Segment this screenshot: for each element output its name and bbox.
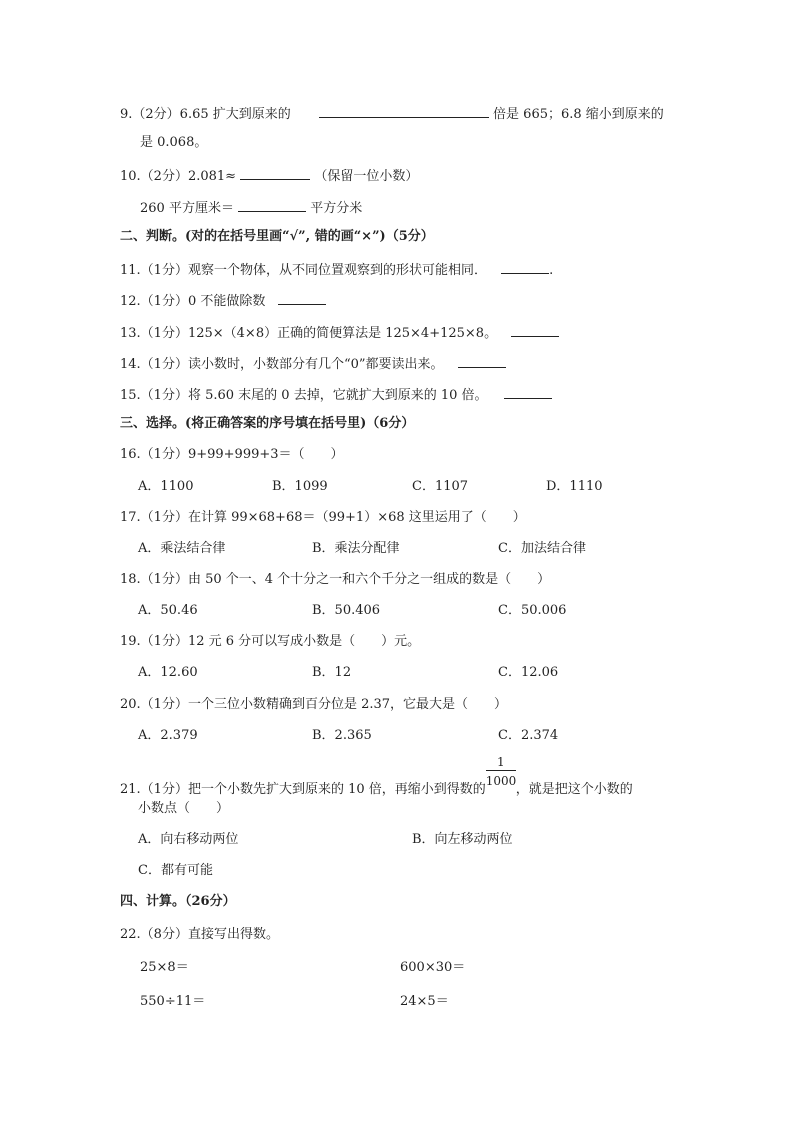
q18-option-b[interactable]: B．50.406 — [312, 603, 381, 618]
q16-stem: 16.（1分）9+99+999+3＝（ ） — [120, 447, 344, 462]
q21-fraction-bar — [486, 770, 516, 771]
q21-line2: 小数点（ ） — [138, 801, 230, 816]
q21-stem-a: 21.（1分）把一个小数先扩大到原来的 10 倍，再缩小到得数的 — [120, 782, 486, 797]
q11-line — [120, 259, 553, 280]
q9-answer-blank-1[interactable] — [319, 103, 489, 118]
q21-option-c[interactable]: C．都有可能 — [138, 863, 213, 878]
q22-item-1: 25×8＝ — [140, 960, 189, 975]
section-3-title: 三、选择。(将正确答案的序号填在括号里)（6分） — [120, 416, 415, 431]
q9-prefix: 9.（2分）6.65 扩大到原来的 — [120, 107, 291, 122]
q17-option-a[interactable]: A．乘法结合律 — [138, 541, 226, 556]
q15-line — [120, 384, 552, 405]
q16-option-c[interactable]: C．1107 — [412, 479, 469, 494]
q10-answer-blank-2[interactable] — [238, 197, 306, 212]
q21-fraction-denominator: 1000 — [485, 774, 517, 788]
q16-option-b[interactable]: B．1099 — [272, 479, 328, 494]
q21-option-b[interactable]: B．向左移动两位 — [412, 832, 513, 847]
q18-stem: 18.（1分）由 50 个一、4 个十分之一和六个千分之一组成的数是（ ） — [120, 572, 551, 587]
q13-answer-blank[interactable] — [511, 322, 559, 337]
section-4-title: 四、计算。（26分） — [120, 894, 236, 909]
q21-fraction-numerator: 1 — [496, 755, 505, 769]
q11-end: . — [549, 263, 554, 278]
q18-option-a[interactable]: A．50.46 — [138, 603, 198, 618]
q21-line1 — [120, 755, 633, 799]
q11-answer-blank[interactable] — [501, 259, 549, 274]
q21-option-a[interactable]: A．向右移动两位 — [138, 832, 239, 847]
q13-line — [120, 322, 559, 343]
q18-option-c[interactable]: C．50.006 — [498, 603, 567, 618]
q9-mid: 倍是 665；6.8 缩小到原来的 — [493, 107, 664, 122]
q17-option-c[interactable]: C．加法结合律 — [498, 541, 586, 556]
q20-option-b[interactable]: B．2.365 — [312, 728, 372, 743]
q22-item-2: 600×30＝ — [400, 960, 466, 975]
q15-answer-blank[interactable] — [504, 384, 552, 399]
q22-stem: 22.（8分）直接写出得数。 — [120, 927, 279, 942]
q14-text: 14.（1分）读小数时，小数部分有几个“0”都要读出来。 — [120, 357, 444, 372]
q21-fraction — [485, 755, 517, 793]
q12-answer-blank[interactable] — [278, 290, 326, 305]
q20-option-c[interactable]: C．2.374 — [498, 728, 559, 743]
q13-text: 13.（1分）125×（4×8）正确的简便算法是 125×4+125×8。 — [120, 326, 498, 341]
q15-text: 15.（1分）将 5.60 末尾的 0 去掉，它就扩大到原来的 10 倍。 — [120, 388, 488, 403]
q19-stem: 19.（1分）12 元 6 分可以写成小数是（ ）元。 — [120, 634, 421, 649]
q22-item-4: 24×5＝ — [400, 994, 449, 1009]
q21-stem-b: ，就是把这个小数的 — [515, 782, 633, 797]
q16-option-a[interactable]: A．1100 — [138, 479, 194, 494]
q9-line2: 是 0.068。 — [140, 135, 208, 150]
q10-line2-suffix: 平方分米 — [310, 201, 363, 216]
q16-option-d[interactable]: D．1110 — [546, 479, 603, 494]
q12-line — [120, 290, 326, 311]
q10-line1 — [120, 165, 418, 186]
q14-answer-blank[interactable] — [458, 353, 506, 368]
q14-line — [120, 353, 506, 374]
q20-option-a[interactable]: A．2.379 — [138, 728, 198, 743]
q19-option-c[interactable]: C．12.06 — [498, 665, 559, 680]
section-2-title: 二、判断。(对的在括号里画“√”, 错的画“×”)（5分） — [120, 229, 434, 244]
q10-suffix: （保留一位小数） — [314, 169, 419, 184]
q10-prefix: 10.（2分）2.081≈ — [120, 169, 237, 184]
q9-line1 — [120, 103, 664, 124]
q19-option-b[interactable]: B．12 — [312, 665, 352, 680]
q10-answer-blank-1[interactable] — [240, 165, 310, 180]
q10-line2-prefix: 260 平方厘米＝ — [140, 201, 234, 216]
q12-text: 12.（1分）0 不能做除数 — [120, 294, 266, 309]
q19-option-a[interactable]: A．12.60 — [138, 665, 198, 680]
q22-item-3: 550÷11＝ — [140, 994, 206, 1009]
q11-text: 11.（1分）观察一个物体，从不同位置观察到的形状可能相同． — [120, 263, 487, 278]
q20-stem: 20.（1分）一个三位小数精确到百分位是 2.37，它最大是（ ） — [120, 697, 508, 712]
q10-line2 — [140, 197, 362, 218]
q17-option-b[interactable]: B．乘法分配律 — [312, 541, 400, 556]
q17-stem: 17.（1分）在计算 99×68+68＝（99+1）×68 这里运用了（ ） — [120, 510, 526, 525]
